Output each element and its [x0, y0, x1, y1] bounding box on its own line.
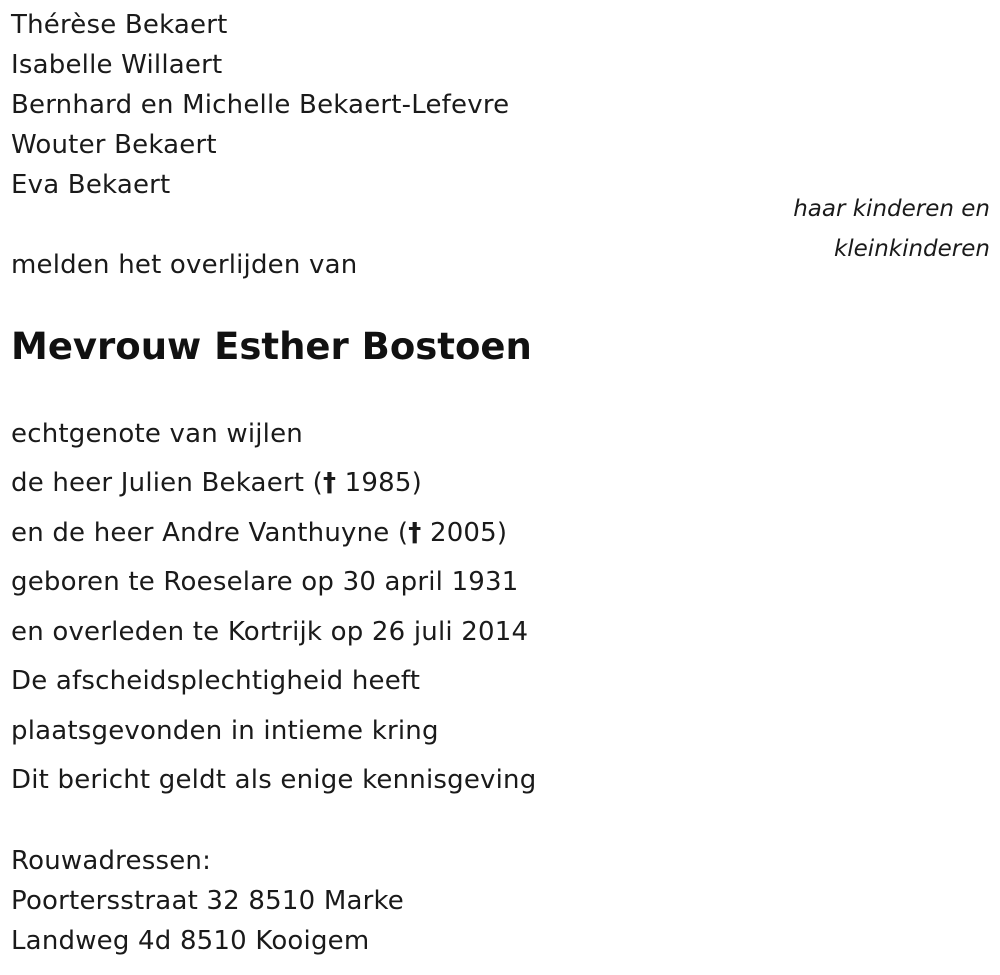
death-line: en overleden te Kortrijk op 26 juli 2014 [11, 617, 529, 647]
cross-icon: † [408, 518, 422, 548]
ceremony-line-1: De afscheidsplechtigheid heeft [11, 666, 421, 696]
address-2: Landweg 4d 8510 Kooigem [11, 926, 370, 956]
family-member-3: Bernhard en Michelle Bekaert-Lefevre [11, 90, 510, 120]
family-member-5: Eva Bekaert [11, 170, 171, 200]
spouse-1-line [11, 468, 422, 498]
spouse-2-year: 2005) [421, 518, 508, 548]
spouse-intro: echtgenote van wijlen [11, 419, 303, 449]
cross-icon: † [322, 468, 337, 498]
family-member-2: Isabelle Willaert [11, 50, 223, 80]
family-member-4: Wouter Bekaert [11, 130, 217, 160]
family-member-1: Thérèse Bekaert [11, 10, 228, 40]
announcement-text: melden het overlijden van [11, 250, 358, 280]
spouse-1-text: de heer Julien Bekaert ( [11, 468, 323, 498]
notice-line: Dit bericht geldt als enige kennisgeving [11, 765, 537, 795]
spouse-2-text: en de heer Andre Vanthuyne ( [11, 518, 409, 548]
spouse-2-line [11, 518, 507, 548]
deceased-name: Mevrouw Esther Bostoen [11, 325, 532, 368]
ceremony-line-2: plaatsgevonden in intieme kring [11, 716, 439, 746]
address-1: Poortersstraat 32 8510 Marke [11, 886, 404, 916]
birth-line: geboren te Roeselare op 30 april 1931 [11, 567, 519, 597]
relation-note-line-1: haar kinderen en [793, 196, 990, 222]
addresses-heading: Rouwadressen: [11, 846, 212, 876]
spouse-1-year: 1985) [336, 468, 422, 498]
relation-note-line-2: kleinkinderen [833, 236, 990, 262]
